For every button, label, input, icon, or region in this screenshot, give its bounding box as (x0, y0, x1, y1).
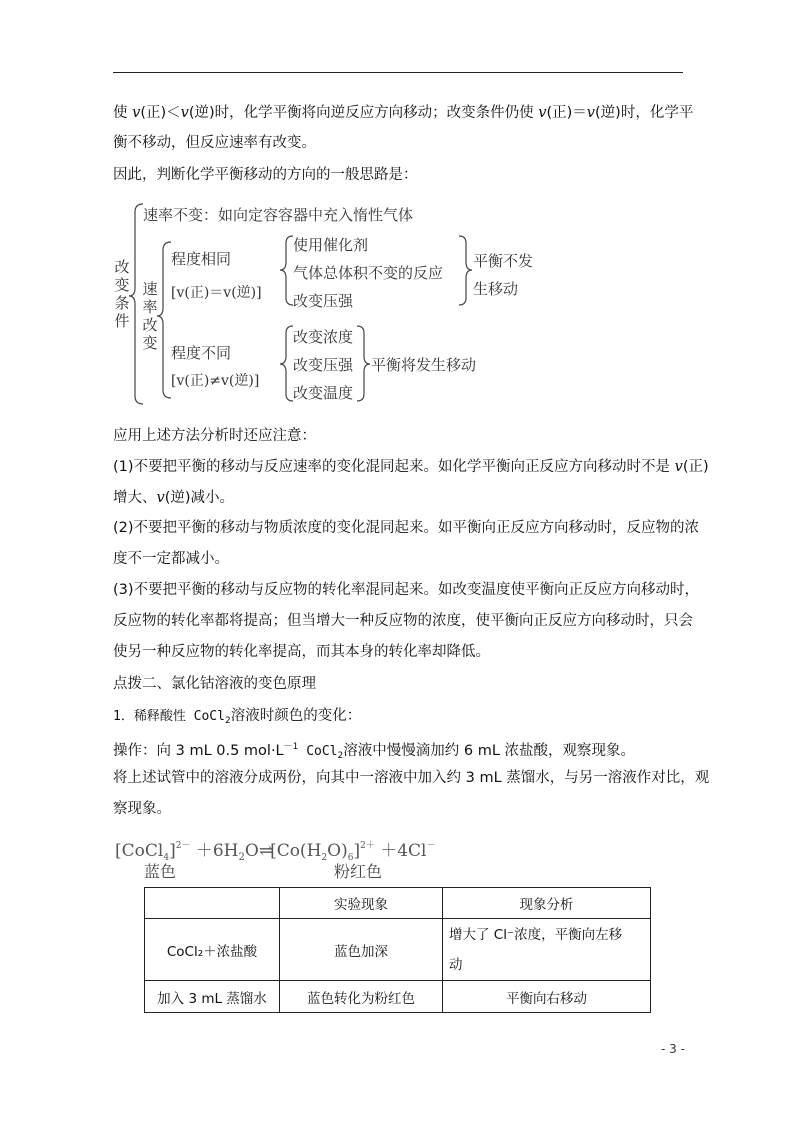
table-row (145, 981, 651, 1013)
page-number: - 3 - (661, 1042, 685, 1056)
text-line: 使 v(正)＜v(逆)时，化学平衡将向逆反应方向移动；改变条件仍使 v(正)＝v(逆)时，化学平 (113, 105, 694, 121)
scheme-rate-changed-label: 速 率 改 变 (142, 280, 158, 352)
table-cell: 蓝色转化为粉红色 (280, 981, 443, 1013)
table-cell: 增大了 Cl⁻浓度，平衡向左移 动 (443, 919, 651, 981)
scheme-diff-result: 平衡将发生移动 (371, 356, 477, 374)
equilibrium-shift-scheme (113, 196, 553, 414)
text-line: 将上述试管中的溶液分成两份，向其中一溶液中加入约 3 mL 蒸馏水，与另一溶液作对比，观 (113, 770, 710, 786)
header-rule (113, 72, 683, 73)
scheme-diff-item: 改变压强 (293, 356, 354, 374)
text-line: 1．稀释酸性 CoCl$_2$溶液时颜色的变化： (113, 708, 362, 726)
text-line: 反应物的转化率都将提高；但当增大一种反应物的浓度，使平衡向正反应方向移动时，只会 (113, 613, 693, 629)
text-line: 衡不移动，但反应速率有改变。 (113, 135, 316, 151)
scheme-rate-unchanged: 速率不变：如向定容容器中充入惰性气体 (143, 206, 414, 224)
scheme-diff-item: 改变温度 (293, 384, 354, 402)
table-cell: 蓝色加深 (280, 919, 443, 981)
text-line: 操作：向 3 mL 0.5 $mol\cdot L^{-1}$ CoCl$_2$溶液中慢慢滴加约 6 mL 浓盐酸，观察现象。 (113, 742, 636, 761)
text-line: 使另一种反应物的转化率提高，而其本身的转化率却降低。 (113, 644, 490, 660)
text-line: 因此，判断化学平衡移动的方向的一般思路是： (113, 167, 418, 183)
text-line: (1)不要把平衡的移动与反应速率的变化混同起来。如化学平衡向正反应方向移动时不是 v(正) (113, 459, 709, 475)
table-header-cell: 现象分析 (443, 888, 651, 919)
scheme-diff-degree: 程度不同 (171, 344, 232, 362)
scheme-same-item: 气体总体积不变的反应 (293, 264, 444, 282)
table-header-cell (145, 888, 280, 919)
text-line: 度不一定都减小。 (113, 551, 229, 567)
scheme-same-condition: [v(正)＝v(逆)] (171, 285, 262, 301)
table-cell: 平衡向右移动 (443, 981, 651, 1013)
scheme-same-result: 生移动 (473, 280, 519, 298)
table-row (145, 919, 651, 981)
scheme-root-label: 改 变 条 件 (114, 258, 130, 330)
scheme-same-item: 使用催化剂 (293, 236, 369, 254)
scheme-diff-condition: [v(正)≠v(逆)] (171, 373, 260, 389)
equation-left-color: 蓝色 (144, 862, 177, 881)
scheme-same-degree: 程度相同 (171, 250, 232, 268)
scheme-same-item: 改变压强 (293, 292, 354, 310)
scheme-same-result: 平衡不发 (473, 252, 534, 270)
text-line: (2)不要把平衡的移动与物质浓度的变化混同起来。如平衡向正反应方向移动时，反应物的浓 (113, 520, 700, 536)
table-header-cell: 实验现象 (280, 888, 443, 919)
table-cell: CoCl₂＋浓盐酸 (145, 919, 280, 981)
section-title: 点拨二、氯化钴溶液的变色原理 (113, 676, 316, 692)
cobalt-equilibrium-equation (115, 834, 495, 884)
text-line: (3)不要把平衡的移动与反应物的转化率混同起来。如改变温度使平衡向正反应方向移动时， (113, 582, 700, 598)
experiment-table (144, 887, 651, 1013)
equation-line: [CoCl$_4$]$^{2-}$ $+6H_2O\rightleftharpoons[Co(H_2O)_6]^{2+} +4Cl^-$ (115, 841, 436, 863)
scheme-diff-item: 改变浓度 (293, 328, 354, 346)
text-line: 增大、v(逆)减小。 (113, 490, 235, 506)
equation-right-color: 粉红色 (334, 862, 383, 881)
table-header-row (145, 888, 651, 919)
text-line: 察现象。 (113, 801, 171, 817)
text-line: 应用上述方法分析时还应注意： (113, 428, 316, 444)
table-cell: 加入 3 mL 蒸馏水 (145, 981, 280, 1013)
